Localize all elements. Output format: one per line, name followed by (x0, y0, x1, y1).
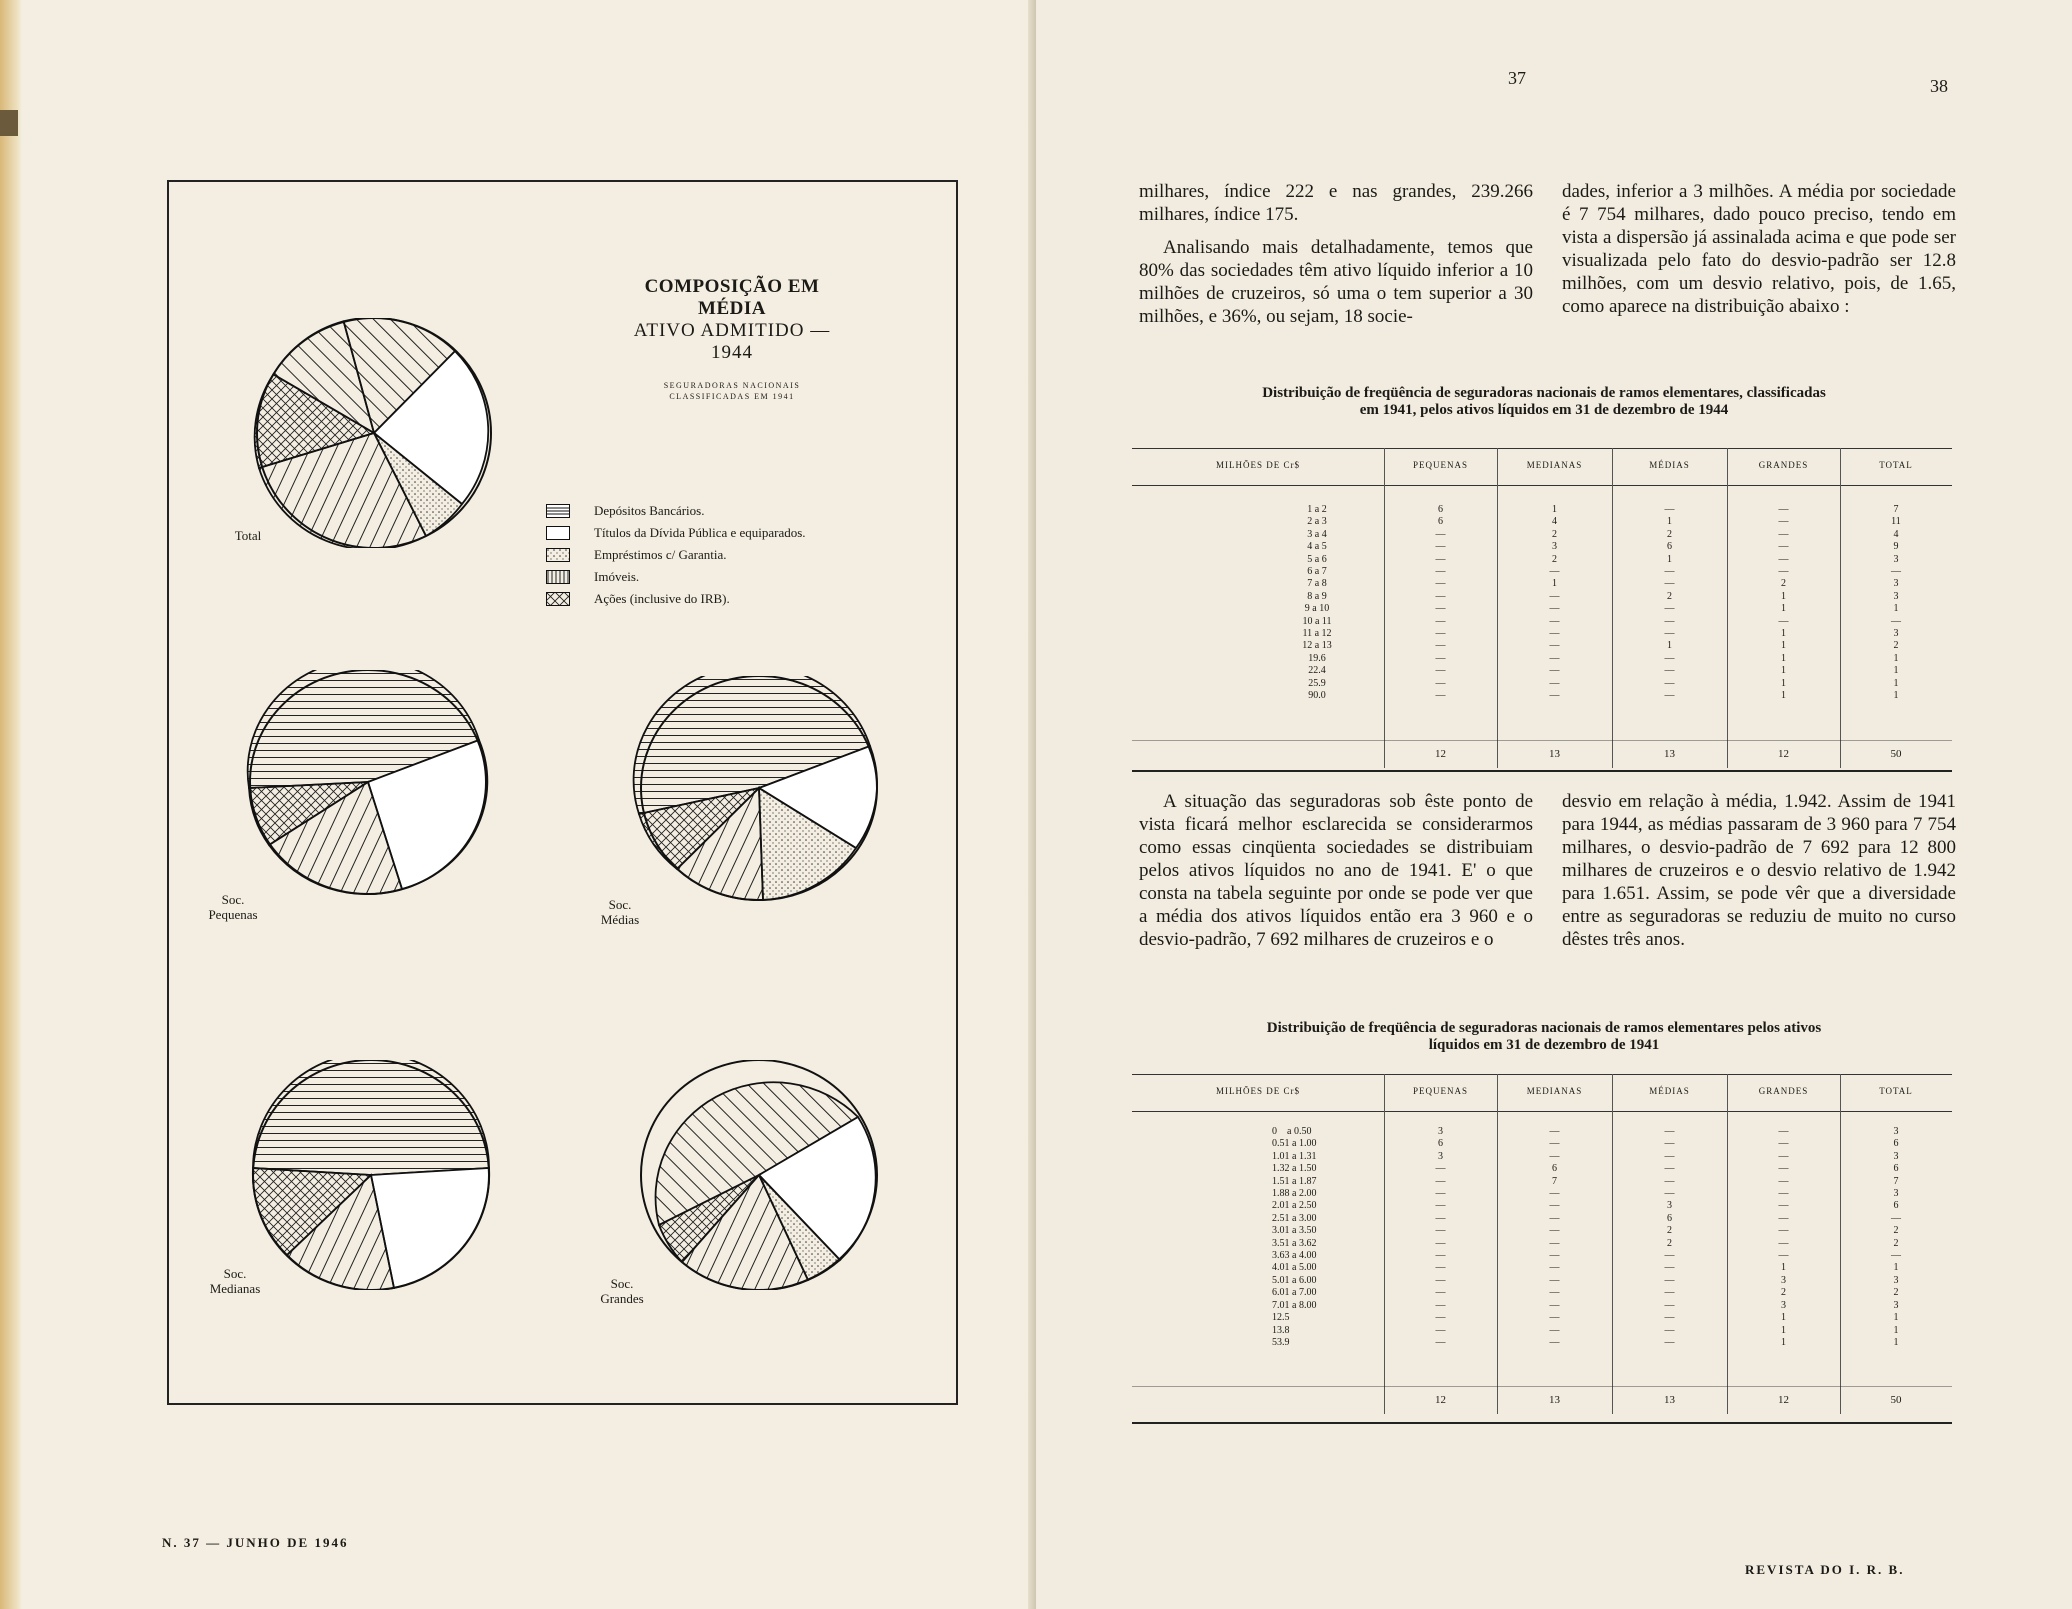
header-grandes: GRANDES (1758, 1086, 1809, 1096)
page-number-37: 37 (1508, 68, 1526, 88)
paragraph: dades, inferior a 3 milhões. A média por sociedade é 7 754 milhares, dado pouco preciso, tendo em vista a dispersão já assinalada acima e que pode ser visualizada pelo fato do desvio-padrão ser 12.8 milhões, com um desvio relativo, pois, de 1.65, como aparece na distribuição abaixo : (1562, 181, 1956, 317)
legend-item: Imóveis. (546, 566, 946, 588)
legend-swatch-dots (546, 548, 570, 562)
table1-caption: Distribuição de freqüência de seguradoras nacionais de ramos elementares, classificadas em 1941, pelos ativos líquidos em 31 de dezembro de 1944 (1262, 385, 1826, 418)
pie-medianas (242, 1060, 500, 1290)
chart-subtitle: ATIVO ADMITIDO — 1944 (633, 320, 831, 363)
total-medias: 13 (1664, 748, 1675, 760)
header-total: TOTAL (1879, 460, 1913, 470)
legend-item: Depósitos Bancários. (546, 500, 946, 522)
legend-swatch-blank (546, 526, 570, 540)
total-pequenas: 12 (1435, 1394, 1446, 1406)
header-medianas: MEDIANAS (1526, 1086, 1583, 1096)
column-grandes: — — — — — — 2 1 1 — 1 1 1 1 1 1 (1778, 504, 1789, 702)
column-total: 7 11 4 9 3 — 3 3 1 — 3 2 1 1 1 1 (1891, 504, 1901, 702)
chart-note-line1: SEGURADORAS NACIONAIS (663, 381, 801, 390)
pie-label-medias: Soc. Médias (600, 897, 640, 927)
header-grandes: GRANDES (1758, 460, 1809, 470)
paragraph: A situação das seguradoras sob êste ponto de vista ficará melhor esclarecida se considerarmos como essas cinqüenta sociedades se distribuiam pelos ativos líquidos no ano de 1941. E' o que consta na tabela seguinte por onde se pode ver que a média dos ativos líquidos então era 3 960 e o desvio-padrão, 7 692 milhares de cruzeiros e o (1139, 791, 1533, 950)
pie-label-total: Total (234, 528, 262, 543)
total-medianas: 13 (1549, 1394, 1560, 1406)
pie-pequenas (239, 670, 497, 900)
header-pequenas: PEQUENAS (1412, 1086, 1468, 1096)
legend-swatch-vertical-lines (546, 570, 570, 584)
legend-swatch-cross-hatch (546, 592, 570, 606)
legend (546, 500, 946, 610)
text-column-1-top (1139, 180, 1533, 338)
chart-note-line2: CLASSIFICADAS EM 1941 (669, 392, 795, 401)
column-total: 3 6 3 6 7 3 6 — 2 2 — 1 3 2 3 1 1 1 (1891, 1126, 1901, 1348)
paragraph: Analisando mais detalhadamente, temos que 80% das sociedades têm ativo líquido inferior a 10 milhões de cruzeiros, só uma o tem superior a 30 milhões, e 36%, ou sejam, 18 socie- (1139, 237, 1533, 327)
pie-label-grandes: Soc. Grandes (600, 1276, 644, 1306)
table2-caption: Distribuição de freqüência de seguradoras nacionais de ramos elementares pelos ativos líquidos em 31 de dezembro de 1941 (1266, 1020, 1822, 1053)
paragraph: milhares, índice 222 e nas grandes, 239.266 milhares, índice 175. (1139, 181, 1533, 225)
text-column-1-mid (1139, 790, 1533, 961)
chart-title: COMPOSIÇÃO EM MÉDIA (644, 276, 820, 319)
legend-item: Empréstimos c/ Garantia. (546, 544, 946, 566)
pie-label-medianas: Soc. Medianas (209, 1266, 261, 1296)
column-medianas: — — — 6 7 — — — — — — — — — — — — — (1549, 1126, 1560, 1348)
header-pequenas: PEQUENAS (1412, 460, 1468, 470)
column-grandes: — — — — — — — — — — — 1 3 2 3 1 1 1 (1778, 1126, 1789, 1348)
pie-grandes (630, 1060, 888, 1290)
total-total: 50 (1890, 1394, 1902, 1406)
pie-label-pequenas: Soc. Pequenas (208, 892, 258, 922)
legend-swatch-horizontal-lines (546, 504, 570, 518)
total-pequenas: 12 (1435, 748, 1446, 760)
table-1941 (1132, 1074, 1952, 1424)
paragraph: desvio em relação à média, 1.942. Assim de 1941 para 1944, as médias passaram de 3 960 para 7 754 milhares, o desvio-padrão de 7 692 para 12 800 milhares de cruzeiros e o desvio relativo de 1.942 para 1.651. Assim, se pode vêr que a diversidade entre as seguradoras se reduziu de muito no curso dêstes três anos. (1562, 791, 1956, 950)
column-classes: 1 a 2 2 a 3 3 a 4 4 a 5 5 a 6 6 a 7 7 a 8 8 a 9 9 a 10 10 a 11 11 a 12 12 a 13 19.6 22.4 25.9 90.0 (1302, 504, 1332, 702)
column-classes: 0 a 0.50 0.51 a 1.00 1.01 a 1.31 1.32 a 1.50 1.51 a 1.87 1.88 a 2.00 2.01 a 2.50 2.51 a 3.00 3.01 a 3.50 3.51 a 3.62 3.63 a 4.00 4.01 a 5.00 5.01 a 6.00 6.01 a 7.00 7.01 a 8.00 12.5 13.8 53.9 (1272, 1126, 1317, 1348)
total-total: 50 (1890, 748, 1902, 760)
column-medias: — 1 2 6 1 — — 2 — — — 1 — — — — (1664, 504, 1675, 702)
total-medias: 13 (1664, 1394, 1675, 1406)
text-column-2-top (1562, 180, 1956, 328)
chart-note (612, 380, 852, 402)
pie-medias (630, 676, 888, 906)
total-grandes: 12 (1778, 1394, 1789, 1406)
page-number-38: 38 (1930, 76, 1948, 96)
legend-item: Títulos da Dívida Pública e equiparados. (546, 522, 946, 544)
column-pequenas: 3 6 3 — — — — — — — — — — — — — — — (1435, 1126, 1446, 1348)
header-medias: MÉDIAS (1649, 1086, 1690, 1096)
footer-journal: REVISTA DO I. R. B. (1745, 1562, 1905, 1577)
pie-total (245, 318, 503, 548)
header-milhoes: MILHÕES DE Cr$ (1216, 460, 1300, 470)
column-medianas: 1 4 2 3 2 — 1 — — — — — — — — — (1549, 504, 1560, 702)
legend-item: Ações (inclusive do IRB). (546, 588, 946, 610)
text-column-2-mid (1562, 790, 1956, 961)
footer-issue: N. 37 — JUNHO DE 1946 (162, 1535, 349, 1550)
header-milhoes: MILHÕES DE Cr$ (1216, 1086, 1300, 1096)
table-1944 (1132, 448, 1952, 778)
total-medianas: 13 (1549, 748, 1560, 760)
column-medias: — — — — — — 3 6 2 2 — — — — — — — — (1664, 1126, 1675, 1348)
header-medianas: MEDIANAS (1526, 460, 1583, 470)
header-medias: MÉDIAS (1649, 460, 1690, 470)
header-total: TOTAL (1879, 1086, 1913, 1096)
page-edge (0, 0, 22, 1609)
total-grandes: 12 (1778, 748, 1789, 760)
edge-mark (0, 110, 18, 136)
column-pequenas: 6 6 — — — — — — — — — — — — — — (1435, 504, 1446, 702)
